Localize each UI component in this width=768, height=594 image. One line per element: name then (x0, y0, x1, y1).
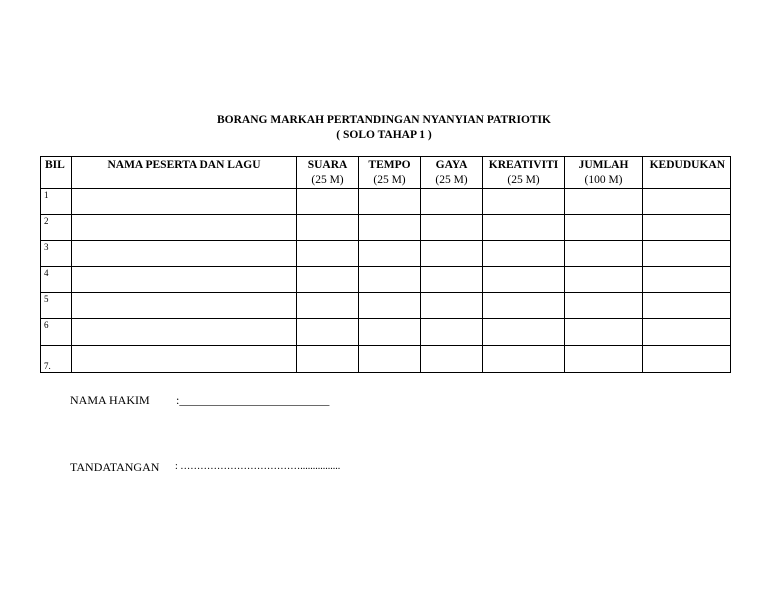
signature-label: TANDATANGAN (70, 460, 160, 474)
column-header-bil: BIL (41, 157, 72, 189)
cell-nama[interactable] (72, 189, 297, 215)
cell-kedudukan[interactable] (643, 189, 731, 215)
cell-jumlah[interactable] (565, 346, 643, 373)
cell-suara[interactable] (297, 293, 359, 319)
cell-gaya[interactable] (421, 293, 483, 319)
row-number: 3 (41, 241, 72, 267)
cell-nama[interactable] (72, 319, 297, 346)
cell-kreativiti[interactable] (483, 189, 565, 215)
cell-jumlah[interactable] (565, 267, 643, 293)
judge-name-label: NAMA HAKIM (70, 393, 150, 407)
table-row (41, 241, 731, 267)
score-table (40, 156, 731, 373)
table-row (41, 189, 731, 215)
cell-tempo[interactable] (359, 241, 421, 267)
cell-nama[interactable] (72, 267, 297, 293)
column-header-kreativiti: KREATIVITI (25 M) (483, 157, 565, 189)
cell-tempo[interactable] (359, 293, 421, 319)
cell-kreativiti[interactable] (483, 267, 565, 293)
cell-suara[interactable] (297, 189, 359, 215)
row-number: 2 (41, 215, 72, 241)
cell-kedudukan[interactable] (643, 346, 731, 373)
row-number: 1 (41, 189, 72, 215)
column-header-tempo: TEMPO (25 M) (359, 157, 421, 189)
column-header-nama: NAMA PESERTA DAN LAGU (72, 157, 297, 189)
column-header-suara: SUARA (25 M) (297, 157, 359, 189)
cell-nama[interactable] (72, 293, 297, 319)
cell-suara[interactable] (297, 319, 359, 346)
cell-kedudukan[interactable] (643, 293, 731, 319)
cell-gaya[interactable] (421, 319, 483, 346)
cell-nama[interactable] (72, 346, 297, 373)
cell-kedudukan[interactable] (643, 215, 731, 241)
cell-tempo[interactable] (359, 267, 421, 293)
cell-tempo[interactable] (359, 189, 421, 215)
cell-kreativiti[interactable] (483, 215, 565, 241)
row-number: 7. (41, 346, 72, 373)
table-row (41, 319, 731, 346)
signature-field[interactable]: : ………………………………................ (175, 461, 341, 472)
table-row (41, 215, 731, 241)
cell-suara[interactable] (297, 267, 359, 293)
cell-kedudukan[interactable] (643, 267, 731, 293)
table-row (41, 346, 731, 373)
cell-kreativiti[interactable] (483, 241, 565, 267)
form-title: BORANG MARKAH PERTANDINGAN NYANYIAN PATRIOTIK (217, 114, 551, 126)
cell-jumlah[interactable] (565, 319, 643, 346)
cell-tempo[interactable] (359, 346, 421, 373)
column-header-kedudukan: KEDUDUKAN (643, 157, 731, 189)
cell-gaya[interactable] (421, 267, 483, 293)
cell-kreativiti[interactable] (483, 346, 565, 373)
cell-gaya[interactable] (421, 189, 483, 215)
cell-jumlah[interactable] (565, 189, 643, 215)
cell-suara[interactable] (297, 241, 359, 267)
form-subtitle: ( SOLO TAHAP 1 ) (336, 129, 432, 141)
row-number: 4 (41, 267, 72, 293)
cell-gaya[interactable] (421, 241, 483, 267)
cell-jumlah[interactable] (565, 215, 643, 241)
cell-nama[interactable] (72, 215, 297, 241)
header-row (41, 157, 731, 189)
row-number: 6 (41, 319, 72, 346)
cell-gaya[interactable] (421, 215, 483, 241)
table-row (41, 267, 731, 293)
cell-kedudukan[interactable] (643, 319, 731, 346)
cell-jumlah[interactable] (565, 241, 643, 267)
cell-suara[interactable] (297, 346, 359, 373)
row-number: 5 (41, 293, 72, 319)
cell-kreativiti[interactable] (483, 319, 565, 346)
cell-jumlah[interactable] (565, 293, 643, 319)
column-header-jumlah: JUMLAH (100 M) (565, 157, 643, 189)
judge-name-field[interactable]: :_________________________ (176, 393, 330, 407)
cell-kedudukan[interactable] (643, 241, 731, 267)
cell-tempo[interactable] (359, 319, 421, 346)
cell-gaya[interactable] (421, 346, 483, 373)
cell-nama[interactable] (72, 241, 297, 267)
table-row (41, 293, 731, 319)
cell-kreativiti[interactable] (483, 293, 565, 319)
cell-suara[interactable] (297, 215, 359, 241)
column-header-gaya: GAYA (25 M) (421, 157, 483, 189)
cell-tempo[interactable] (359, 215, 421, 241)
